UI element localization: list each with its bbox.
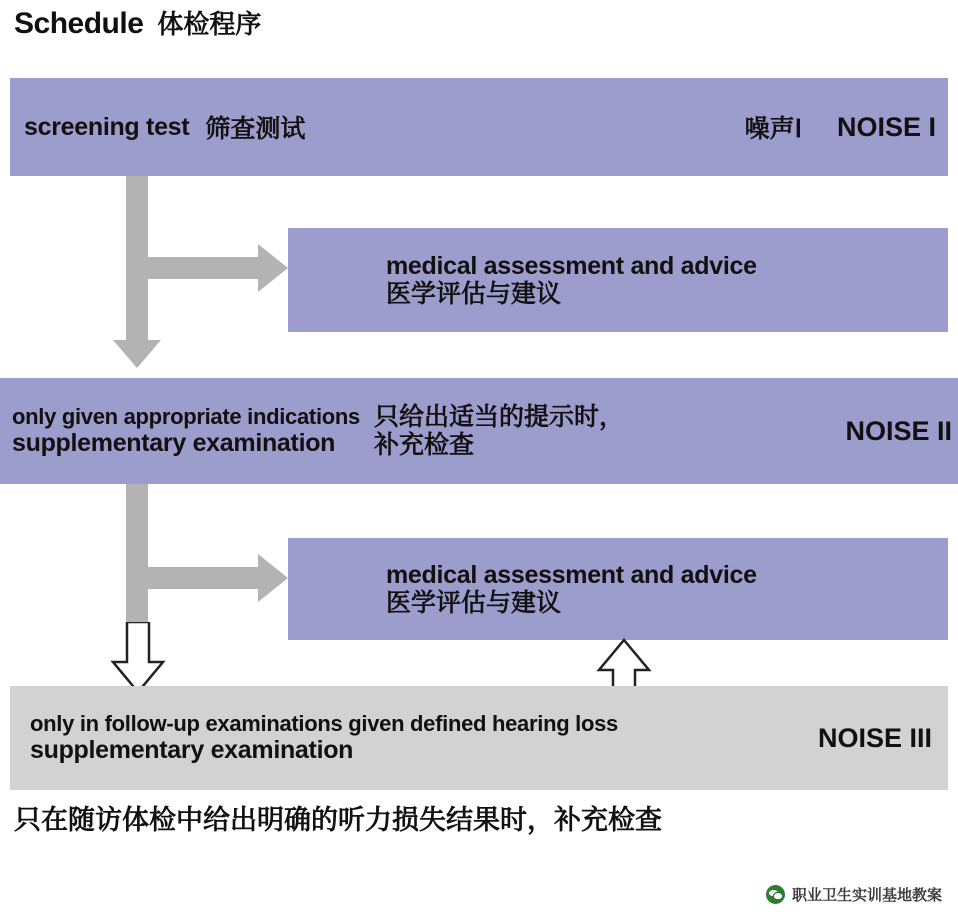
footer-watermark-text: 职业卫生实训基地教案 — [791, 887, 942, 904]
node-screening-test-tag: NOISE I — [836, 111, 936, 142]
connector-trunk-1-arrowhead — [113, 340, 161, 368]
node-followup-examination — [10, 686, 948, 790]
node-screening-test-labels — [10, 113, 189, 142]
node-medical-assessment-2-labels — [386, 561, 757, 617]
connector-branch-2 — [148, 567, 260, 589]
page-title-en: Schedule — [14, 7, 144, 40]
node-supplementary-examination-labels-en — [0, 405, 360, 458]
bottom-caption-zh: 只在随访体检中给出明确的听力损失结果时，补充检查 — [14, 805, 662, 835]
node-screening-test — [10, 78, 948, 176]
connector-branch-1 — [148, 257, 260, 279]
footer-watermark — [766, 884, 942, 905]
node-medical-assessment-1-labels — [386, 252, 757, 308]
node-medical-assessment-1 — [288, 228, 948, 332]
node-followup-examination-label-en-2: supplementary examination — [30, 736, 354, 765]
node-followup-examination-label-en-1: only in follow-up examinations given defined hearing loss — [30, 710, 618, 736]
node-supplementary-examination-tag: NOISE II — [845, 415, 952, 446]
node-medical-assessment-1-label-en: medical assessment and advice — [386, 252, 757, 280]
node-medical-assessment-2 — [288, 538, 948, 640]
wechat-icon — [766, 885, 785, 904]
node-supplementary-examination — [0, 378, 958, 484]
node-medical-assessment-1-label-zh: 医学评估与建议 — [386, 280, 562, 308]
connector-branch-2-arrowhead — [258, 554, 288, 602]
page-title — [14, 4, 261, 41]
node-screening-test-label-zh: 筛查测试 — [205, 115, 306, 143]
node-screening-test-tag-zh: 噪声Ⅰ — [744, 115, 802, 143]
node-supplementary-examination-labels-zh — [374, 403, 624, 459]
connector-trunk-1 — [126, 176, 148, 342]
node-medical-assessment-2-label-zh: 医学评估与建议 — [386, 589, 562, 617]
node-supplementary-examination-label-en-1: only given appropriate indications — [12, 403, 360, 429]
page-title-zh: 体检程序 — [157, 9, 262, 39]
connector-branch-1-arrowhead — [258, 244, 288, 292]
node-supplementary-examination-label-en-2: supplementary examination — [12, 429, 336, 458]
node-medical-assessment-2-label-en: medical assessment and advice — [386, 561, 757, 589]
connector-outline-arrow-down — [110, 622, 166, 694]
node-supplementary-examination-label-zh-1: 只给出适当的提示时， — [373, 403, 624, 431]
node-followup-examination-labels — [30, 712, 618, 765]
node-supplementary-examination-label-zh-2: 补充检查 — [373, 431, 474, 459]
node-screening-test-label-en: screening test — [24, 112, 190, 141]
connector-trunk-2 — [126, 484, 148, 632]
node-followup-examination-tag: NOISE III — [817, 722, 932, 753]
